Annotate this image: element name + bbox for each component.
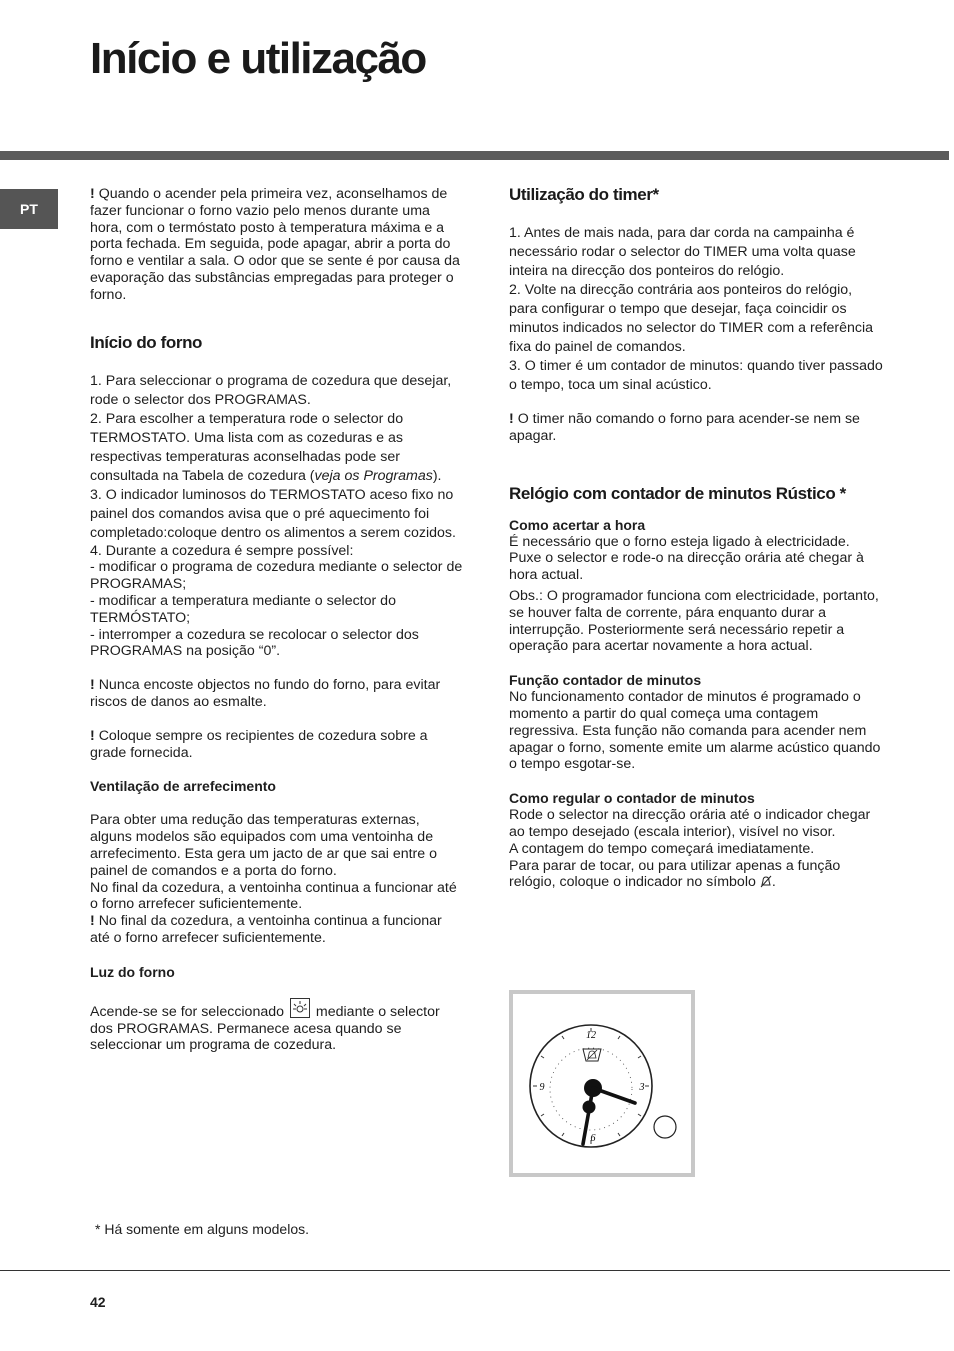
ventilacao-text-2: No final da cozedura, a ventoinha continua a funcionar até o forno arrefecer suficientemente.: [90, 879, 457, 913]
language-tab: PT: [0, 189, 58, 229]
timer-step-3: 3. O timer é um contador de minutos: quando tiver passado o tempo, toca um sinal acústico.: [509, 358, 883, 393]
hora-heading: Como acertar a hora: [509, 516, 646, 533]
step-1: 1. Para seleccionar o programa de cozedura que desejar, rode o selector dos PROGRAMAS.: [90, 372, 452, 408]
step-2-end: ).: [432, 467, 442, 484]
ventilacao-heading: Ventilação de arrefecimento: [90, 778, 276, 795]
luz-heading: Luz do forno: [90, 963, 175, 980]
step-3: 3. O indicador luminosos do TERMOSTATO aceso fixo no painel dos comandos avisa que o pré aquecimento foi completado:coloque dentro os alimentos a serem cozidos.: [90, 486, 456, 541]
clock-timer-figure: [509, 990, 695, 1177]
page-title: Início e utilização: [90, 34, 426, 83]
regular-text-3: [509, 858, 883, 892]
timer-warning-mark: !: [509, 411, 514, 427]
funcao-text: No funcionamento contador de minutos é programado o momento a partir do qual começa uma contagem regressiva. Esta função não comanda para acender nem apagar o forno, somente emite um alarme acústico quando o tempo esgotar-se.: [509, 689, 881, 773]
warning-1-mark: !: [90, 677, 95, 694]
right-column: [509, 186, 883, 891]
step-2: [90, 410, 464, 486]
funcao-heading: Função contador de minutos: [509, 672, 702, 689]
ventilacao-warning-mark: !: [90, 913, 95, 930]
timer-step-1: 1. Antes de mais nada, para dar corda na campainha é necessário rodar o selector do TIMER uma volta quase inteira na direcção dos ponteiros do relógio.: [509, 225, 856, 279]
timer-steps: [509, 224, 883, 395]
luz-text: [90, 998, 464, 1054]
ventilacao-warning: [90, 913, 464, 947]
hora-text-2: Obs.: O programador funciona com electricidade, portanto, se houver falta de corrente, pára enquanto durar a interrupção. Posteriormente será necessário repetir a operação para acertar novamente a hora actual.: [509, 587, 879, 655]
clock-reset-button: [654, 1116, 676, 1138]
inicio-steps: [90, 372, 464, 543]
step-4-a: - modificar o programa de cozedura mediante o selector de PROGRAMAS;: [90, 559, 463, 593]
regular-text-1: Rode o selector na direcção orária até o indicador chegar ao tempo desejado (escala interior), visível no visor.: [509, 807, 871, 840]
intro-paragraph: [90, 186, 464, 304]
step-2-ref: veja os Programas: [314, 467, 433, 484]
oven-lamp-icon: [290, 998, 310, 1018]
luz-text-a: Acende-se se for seleccionado: [90, 1003, 285, 1020]
regular-heading: Como regular o contador de minutos: [509, 790, 755, 807]
clock-label-9: 9: [539, 1082, 545, 1093]
warning-2: [90, 728, 464, 762]
warning-1-text: Nunca encoste objectos no fundo do forno, para evitar riscos de danos ao esmalte.: [90, 677, 441, 710]
footnote: * Há somente em alguns modelos.: [95, 1221, 309, 1237]
clock-label-3: 3: [639, 1082, 645, 1093]
step-4: 4. Durante a cozedura é sempre possível:: [90, 542, 354, 559]
timer-warning-text: O timer não comando o forno para acender-se nem se apagar.: [509, 411, 860, 444]
bell-off-icon: [760, 875, 772, 888]
page-number: 42: [90, 1294, 106, 1310]
header-rule: [0, 151, 949, 160]
timer-heading: Utilização do timer*: [509, 185, 659, 204]
clock-label-12: 12: [586, 1030, 596, 1041]
step-2-text: 2. Para escolher a temperatura rode o selector do TERMOSTATO. Uma lista com as cozeduras e as respectivas temperaturas aconselhadas pode ser consultada na Tabela de cozedura (: [90, 410, 404, 484]
footer-rule: [0, 1270, 950, 1271]
hora-text-1: É necessário que o forno esteja ligado à electricidade. Puxe o selector e rode-o na direcção orária até chegar à hora actual.: [509, 533, 864, 584]
regular-text-2: A contagem do tempo começará imediatamente.: [509, 840, 815, 857]
left-column: [90, 186, 464, 1054]
regular-text-3b: .: [771, 874, 776, 891]
timer-warning: [509, 411, 883, 445]
intro-text: Quando o acender pela primeira vez, aconselhamos de fazer funcionar o forno vazio pelo menos durante uma hora, com o termóstato posto à temperatura máxima e a porta fechada. Em seguida, pode apagar, abrir a porta do forno e ventilar a sala. O odor que se sente é por causa da evaporação das substâncias empregadas para proteger o forno.: [90, 186, 460, 303]
timer-step-2: 2. Volte na direcção contrária aos ponteiros do relógio, para configurar o tempo que desejar, faça coincidir os minutos indicados no selector do TIMER com a referência fixa do painel de comandos.: [509, 282, 874, 355]
ventilacao-text-1: Para obter uma redução das temperaturas externas, alguns modelos são equipados com uma ventoinha de arrefecimento. Esta gera um jacto de ar que sai entre o painel de comandos e a porta do forno.: [90, 812, 437, 879]
relogio-heading: Relógio com contador de minutos Rústico *: [509, 483, 846, 503]
step-4-c: - interromper a cozedura se recolocar o selector dos PROGRAMAS na posição “0”.: [90, 626, 419, 660]
warning-1: [90, 677, 464, 711]
luz-text-b: mediante o selector dos PROGRAMAS. Permanece acesa quando se seleccionar um programa de cozedura.: [90, 1003, 440, 1054]
intro-mark: !: [90, 186, 95, 202]
warning-2-mark: !: [90, 727, 95, 744]
warning-2-text: Coloque sempre os recipientes de cozedura sobre a grade fornecida.: [90, 727, 428, 761]
clock-label-6: 6: [590, 1133, 596, 1144]
regular-text-3a: Para parar de tocar, ou para utilizar apenas a função relógio, coloque o indicador no símbolo: [509, 857, 841, 891]
ventilacao-warning-text: No final da cozedura, a ventoinha continua a funcionar até o forno arrefecer suficientemente.: [90, 913, 442, 946]
inicio-heading: Início do forno: [90, 332, 203, 352]
step-4-b: - modificar a temperatura mediante o selector do TERMÓSTATO;: [90, 592, 396, 626]
